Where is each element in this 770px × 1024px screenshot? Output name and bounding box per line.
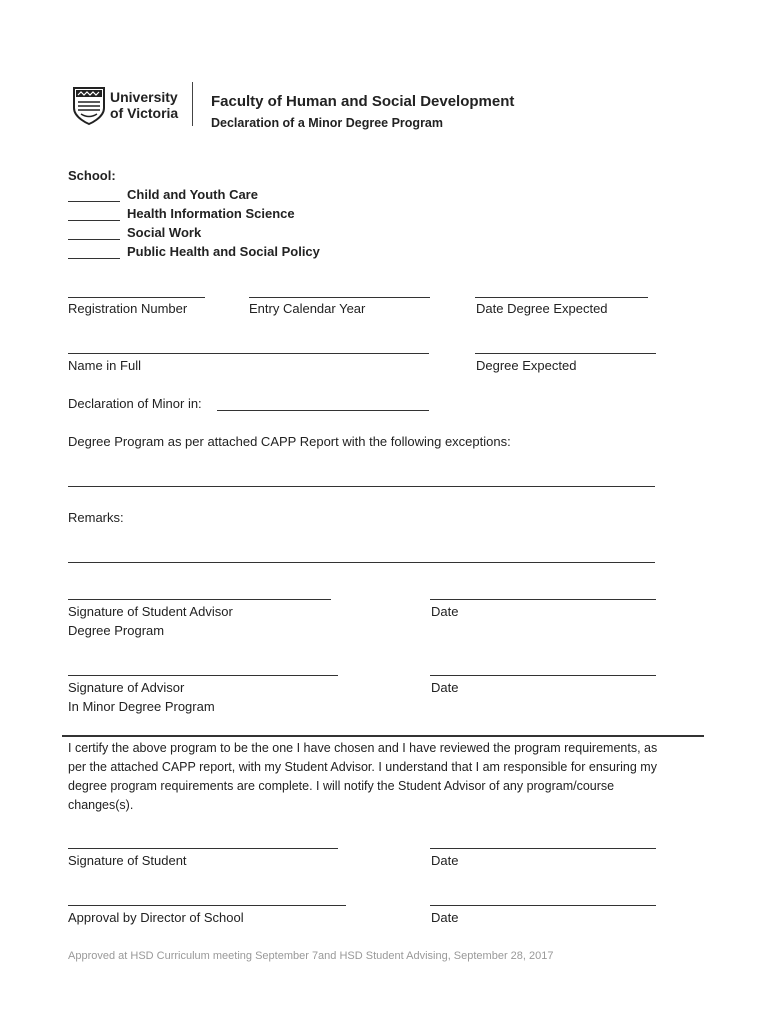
section-divider xyxy=(62,735,704,737)
degree-program-exceptions-label: Degree Program as per attached CAPP Report with the following exceptions: xyxy=(68,434,511,449)
student-advisor-program-label: Degree Program xyxy=(68,623,165,638)
minor-advisor-date-field[interactable] xyxy=(430,675,656,676)
student-date-label: Date xyxy=(431,853,459,868)
minor-advisor-date-label: Date xyxy=(431,680,459,695)
declaration-of-minor-label: Declaration of Minor in: xyxy=(68,396,202,411)
minor-advisor-signature-label: Signature of Advisor xyxy=(68,680,185,695)
student-advisor-signature-label: Signature of Student Advisor xyxy=(68,604,233,619)
director-date-label: Date xyxy=(431,910,459,925)
footer-approval-note: Approved at HSD Curriculum meeting September 7and HSD Student Advising, September 28, 2017 xyxy=(68,950,554,962)
logo-wordmark xyxy=(110,89,178,121)
minor-advisor-signature-field[interactable] xyxy=(68,675,338,676)
degree-expected-label: Degree Expected xyxy=(476,358,577,373)
remarks-label: Remarks: xyxy=(68,510,124,525)
header-divider xyxy=(192,82,193,126)
school-label: School: xyxy=(68,168,116,183)
school-option-public-health: Public Health and Social Policy xyxy=(127,244,320,259)
student-signature-field[interactable] xyxy=(68,848,338,849)
school-option-blank-1[interactable] xyxy=(68,201,120,202)
director-approval-field[interactable] xyxy=(68,905,346,906)
registration-number-field[interactable] xyxy=(68,297,205,298)
date-degree-expected-field[interactable] xyxy=(475,297,648,298)
name-in-full-field[interactable] xyxy=(68,353,429,354)
exceptions-field[interactable] xyxy=(68,486,655,487)
student-signature-label: Signature of Student xyxy=(68,853,187,868)
school-option-blank-4[interactable] xyxy=(68,258,120,259)
name-in-full-label: Name in Full xyxy=(68,358,141,373)
logo-line-1: University xyxy=(110,89,178,105)
declaration-of-minor-field[interactable] xyxy=(217,410,429,411)
degree-expected-field[interactable] xyxy=(475,353,656,354)
student-advisor-date-field[interactable] xyxy=(430,599,656,600)
school-option-social-work: Social Work xyxy=(127,225,202,240)
school-option-child-youth-care: Child and Youth Care xyxy=(127,187,258,202)
entry-calendar-year-label: Entry Calendar Year xyxy=(249,301,366,316)
registration-number-label: Registration Number xyxy=(68,301,188,316)
school-option-blank-3[interactable] xyxy=(68,239,120,240)
remarks-field[interactable] xyxy=(68,562,655,563)
faculty-title: Faculty of Human and Social Development xyxy=(211,93,515,110)
form-subtitle: Declaration of a Minor Degree Program xyxy=(211,116,444,130)
date-degree-expected-label: Date Degree Expected xyxy=(476,301,608,316)
minor-advisor-program-label: In Minor Degree Program xyxy=(68,699,215,714)
entry-calendar-year-field[interactable] xyxy=(249,297,430,298)
director-approval-label: Approval by Director of School xyxy=(68,910,244,925)
student-advisor-date-label: Date xyxy=(431,604,459,619)
director-date-field[interactable] xyxy=(430,905,656,906)
school-option-blank-2[interactable] xyxy=(68,220,120,221)
certification-statement: I certify the above program to be the one I have chosen and I have reviewed the program requirements, as per the attached CAPP report, with my Student Advisor. I understand that I am responsible for ensuring my degree program requirements are complete. I will notify the Student Advisor of any program/course changes(s). xyxy=(68,741,658,812)
crest-icon xyxy=(72,86,106,126)
logo-line-2: of Victoria xyxy=(110,105,179,121)
student-date-field[interactable] xyxy=(430,848,656,849)
school-option-health-information-science: Health Information Science xyxy=(127,206,295,221)
student-advisor-signature-field[interactable] xyxy=(68,599,331,600)
